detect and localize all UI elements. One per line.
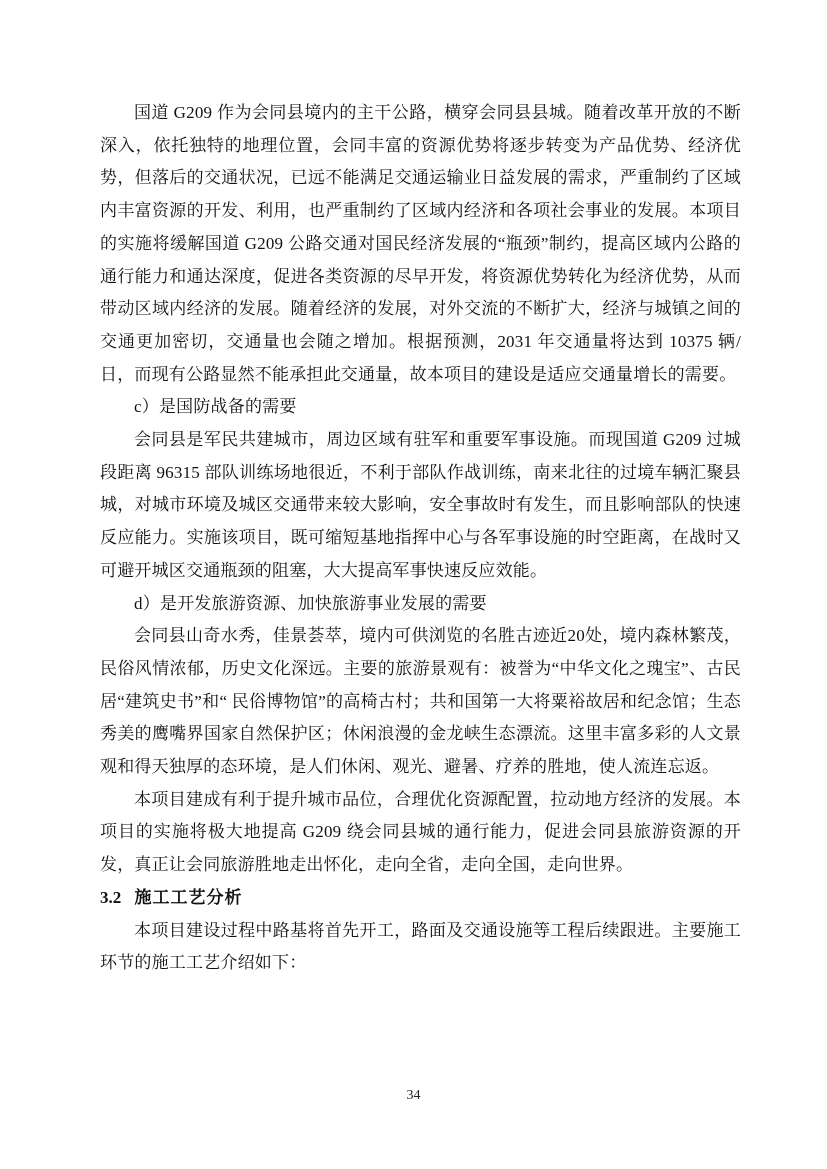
page-footer <box>0 1086 827 1106</box>
paragraph-construction-intro: 本项目建设过程中路基将首先开工，路面及交通设施等工程后续跟进。主要施工环节的施工工艺介绍如下： <box>100 920 741 973</box>
page-content <box>100 97 741 980</box>
section-title: 施工工艺分析 <box>134 887 243 907</box>
subitem-c-heading: c）是国防战备的需要 <box>134 397 297 417</box>
paragraph-defense: 会同县是军民共建城市，周边区域有驻军和重要军事设施。而现国道 G209 过城段距离 96315 部队训练场地很近，不利于部队作战训练，南来北往的过境车辆汇聚县城，对城市环境及城区交通带来较大影响，安全事故时有发生，而且影响部队的快速反应能力。实施该项目，既可缩短基地指挥中心与各军事设施的时空距离，在战时又可避开城区交通瓶颈的阻塞，大大提高军事快速反应效能。 <box>100 430 741 580</box>
section-number: 3.2 <box>100 887 122 907</box>
section-heading <box>100 882 741 915</box>
subitem-d-heading: d）是开发旅游资源、加快旅游事业发展的需要 <box>134 593 487 613</box>
paragraph-benefits: 本项目建成有利于提升城市品位，合理优化资源配置，拉动地方经济的发展。本项目的实施将极大地提高 G209 绕会同县城的通行能力，促进会同县旅游资源的开发，真正让会同旅游胜地走出怀化，走向全省，走向全国，走向世界。 <box>100 789 741 875</box>
paragraph-tourism: 会同县山奇水秀，佳景荟萃，境内可供浏览的名胜古迹近20处，境内森林繁茂，民俗风情浓郁，历史文化深远。主要的旅游景观有：被誉为“中华文化之瑰宝”、古民居“建筑史书”和“ 民俗博物馆”的高椅古村；共和国第一大将粟裕故居和纪念馆；生态秀美的鹰嘴界国家自然保护区；休闲浪漫的金龙峡生态漂流。这里丰富多彩的人文景观和得天独厚的态环境，是人们休闲、观光、避暑、疗养的胜地，使人流连忘返。 <box>100 626 741 777</box>
page-number: 34 <box>406 1088 421 1103</box>
paragraph-intro: 国道 G209 作为会同县境内的主干公路，横穿会同县县城。随着改革开放的不断深入，依托独特的地理位置，会同丰富的资源优势将逐步转变为产品优势、经济优势，但落后的交通状况，已远不能满足交通运输业日益发展的需求，严重制约了区域内丰富资源的开发、利用，也严重制约了区域内经济和各项社会事业的发展。本项目的实施将缓解国道 G209 公路交通对国民经济发展的“瓶颈”制约，提高区域内公路的通行能力和通达深度，促进各类资源的尽早开发，将资源优势转化为经济优势，从而带动区域内经济的发展。随着经济的发展，对外交流的不断扩大，经济与城镇之间的交通更加密切，交通量也会随之增加。根据预测，2031 年交通量将达到 10375 辆/日，而现有公路显然不能承担此交通量，故本项目的建设是适应交通量增长的需要。 <box>100 103 741 384</box>
